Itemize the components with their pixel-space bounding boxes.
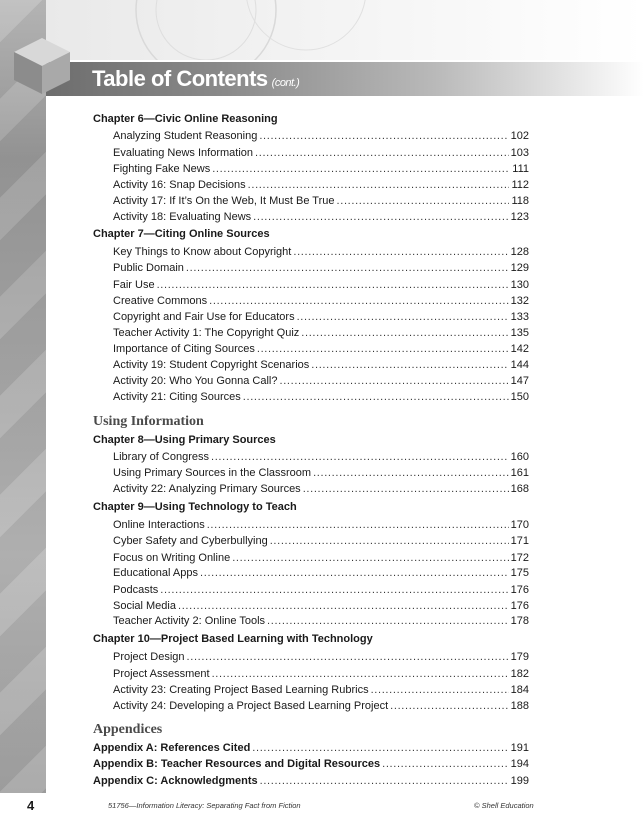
toc-label: Chapter 10—Project Based Learning with Technology (93, 633, 373, 645)
section-heading (93, 414, 204, 430)
toc-entry (113, 147, 529, 159)
toc-page-number: 170 (510, 519, 529, 531)
toc-page-number: 199 (510, 775, 529, 787)
toc-page-number: 194 (510, 758, 529, 770)
toc-entry (113, 311, 529, 323)
toc-page-number: 132 (510, 295, 529, 307)
toc-entry (113, 600, 529, 612)
toc-label: Copyright and Fair Use for Educators (113, 311, 295, 323)
chapter-heading (93, 633, 373, 645)
toc-page-number: 103 (510, 147, 529, 159)
dot-leader (232, 552, 508, 564)
dot-leader (186, 262, 509, 274)
section-heading (93, 722, 162, 738)
toc-entry (113, 295, 529, 307)
toc-page-number: 144 (510, 359, 529, 371)
dot-leader (390, 700, 508, 712)
toc-entry (113, 651, 529, 663)
toc-label: Chapter 9—Using Technology to Teach (93, 501, 297, 513)
toc-page-number: 178 (510, 615, 529, 627)
dot-leader (313, 467, 509, 479)
chapter-heading (93, 113, 278, 125)
toc-label: Appendix C: Acknowledgments (93, 775, 258, 787)
toc-label: Activity 23: Creating Project Based Learning Rubrics (113, 684, 369, 696)
toc-label: Fair Use (113, 279, 155, 291)
toc-label: Cyber Safety and Cyberbullying (113, 535, 268, 547)
toc-page-number: 184 (510, 684, 529, 696)
toc-entry (113, 246, 529, 258)
toc-page-number: 172 (510, 552, 529, 564)
toc-entry (113, 163, 529, 175)
toc-page-number: 111 (512, 163, 529, 175)
toc-page-number: 168 (510, 483, 529, 495)
dot-leader (187, 651, 509, 663)
toc-page-number: 176 (510, 584, 529, 596)
toc-label: Analyzing Student Reasoning (113, 130, 258, 142)
page-title-text: Table of Contents (92, 66, 268, 91)
toc-entry (113, 668, 529, 680)
toc-page-number: 135 (510, 327, 529, 339)
toc-page-number: 142 (510, 343, 529, 355)
dot-leader (257, 343, 509, 355)
toc-entry (113, 343, 529, 355)
toc-label: Chapter 8—Using Primary Sources (93, 434, 276, 446)
dot-leader (371, 684, 509, 696)
toc-entry (113, 567, 529, 579)
toc-label: Appendices (93, 722, 163, 737)
appendix-entry (93, 742, 529, 754)
dot-leader (255, 147, 509, 159)
chapter-heading (93, 228, 270, 240)
toc-page-number: 160 (510, 451, 529, 463)
toc-entry (113, 467, 529, 479)
dot-leader (212, 668, 509, 680)
dot-leader (297, 311, 509, 323)
toc-entry (113, 327, 529, 339)
toc-label: Activity 18: Evaluating News (113, 211, 252, 223)
chapter-heading (93, 434, 276, 446)
dot-leader (267, 615, 509, 627)
dot-leader (337, 195, 510, 207)
toc-page-number: 102 (510, 130, 529, 142)
toc-page-number: 112 (511, 179, 529, 191)
dot-leader (178, 600, 509, 612)
toc-page-number: 191 (510, 742, 529, 754)
toc-entry (113, 519, 529, 531)
page-number: 4 (27, 798, 35, 813)
toc-entry (113, 130, 529, 142)
toc-label: Importance of Citing Sources (113, 343, 255, 355)
dot-leader (382, 758, 509, 770)
dot-leader (160, 584, 508, 596)
chapter-heading (93, 501, 297, 513)
toc-label: Using Information (93, 414, 204, 429)
toc-label: Online Interactions (113, 519, 205, 531)
dot-leader (209, 295, 509, 307)
toc-entry (113, 684, 529, 696)
appendix-entry (93, 775, 529, 787)
toc-label: Appendix A: References Cited (93, 742, 251, 754)
toc-label: Appendix B: Teacher Resources and Digital Resources (93, 758, 381, 770)
dot-leader (301, 327, 508, 339)
dot-leader (279, 375, 508, 387)
toc-label: Project Design (113, 651, 185, 663)
toc-label: Using Primary Sources in the Classroom (113, 467, 312, 479)
footer-publisher: © Shell Education (474, 801, 534, 810)
toc-label: Activity 22: Analyzing Primary Sources (113, 483, 301, 495)
footer-corner (0, 793, 46, 839)
toc-entry (113, 262, 529, 274)
toc-entry (113, 179, 529, 191)
dot-leader (311, 359, 508, 371)
dot-leader (252, 742, 508, 754)
toc-entry (113, 359, 529, 371)
appendix-entry (93, 758, 529, 770)
toc-label: Activity 16: Snap Decisions (113, 179, 246, 191)
toc-label: Evaluating News Information (113, 147, 254, 159)
toc-label: Focus on Writing Online (113, 552, 231, 564)
dot-leader (253, 211, 508, 223)
toc-label: Activity 21: Citing Sources (113, 391, 241, 403)
dot-leader (259, 130, 508, 142)
toc-label: Activity 24: Developing a Project Based Learning Project (113, 700, 389, 712)
toc-label: Educational Apps (113, 567, 199, 579)
toc-page-number: 129 (510, 262, 529, 274)
toc-page-number: 171 (510, 535, 529, 547)
toc-label: Teacher Activity 2: Online Tools (113, 615, 266, 627)
dot-leader (212, 163, 510, 175)
dot-leader (270, 535, 509, 547)
dot-leader (211, 451, 509, 463)
dot-leader (243, 391, 509, 403)
toc-page-number: 161 (510, 467, 529, 479)
toc-label: Fighting Fake News (113, 163, 211, 175)
toc-entry (113, 700, 529, 712)
toc-page-number: 175 (510, 567, 529, 579)
toc-page-number: 123 (510, 211, 529, 223)
toc-label: Social Media (113, 600, 176, 612)
toc-entry (113, 483, 529, 495)
toc-page-number: 147 (510, 375, 529, 387)
page-title-suffix: (cont.) (271, 77, 300, 89)
toc-entry (113, 279, 529, 291)
toc-entry (113, 584, 529, 596)
toc-label: Activity 20: Who You Gonna Call? (113, 375, 278, 387)
toc-entry (113, 391, 529, 403)
toc-label: Library of Congress (113, 451, 209, 463)
toc-entry (113, 211, 529, 223)
toc-page-number: 188 (510, 700, 529, 712)
toc-entry (113, 451, 529, 463)
toc-page-number: 150 (510, 391, 529, 403)
toc-label: Chapter 7—Citing Online Sources (93, 228, 270, 240)
toc-page-number: 182 (510, 668, 529, 680)
toc-label: Teacher Activity 1: The Copyright Quiz (113, 327, 300, 339)
toc-label: Key Things to Know about Copyright (113, 246, 292, 258)
toc-label: Project Assessment (113, 668, 210, 680)
dot-leader (303, 483, 509, 495)
toc-entry (113, 195, 529, 207)
dot-leader (248, 179, 510, 191)
toc-page-number: 179 (510, 651, 529, 663)
footer-book-title: 51756—Information Literacy: Separating Fact from Fiction (108, 801, 301, 810)
toc-entry (113, 375, 529, 387)
dot-leader (200, 567, 509, 579)
toc-label: Public Domain (113, 262, 184, 274)
toc-page-number: 130 (510, 279, 529, 291)
toc-page-number: 133 (510, 311, 529, 323)
dot-leader (207, 519, 509, 531)
dot-leader (293, 246, 508, 258)
toc-label: Creative Commons (113, 295, 208, 307)
toc-entry (113, 552, 529, 564)
toc-entry (113, 615, 529, 627)
toc-page-number: 176 (510, 600, 529, 612)
toc-label: Podcasts (113, 584, 159, 596)
toc-label: Activity 17: If It’s On the Web, It Must Be True (113, 195, 335, 207)
dot-leader (260, 775, 509, 787)
toc-entry (113, 535, 529, 547)
toc-page-number: 118 (511, 195, 529, 207)
toc-page-number: 128 (510, 246, 529, 258)
dot-leader (157, 279, 509, 291)
toc-label: Activity 19: Student Copyright Scenarios (113, 359, 310, 371)
toc-label: Chapter 6—Civic Online Reasoning (93, 113, 278, 125)
